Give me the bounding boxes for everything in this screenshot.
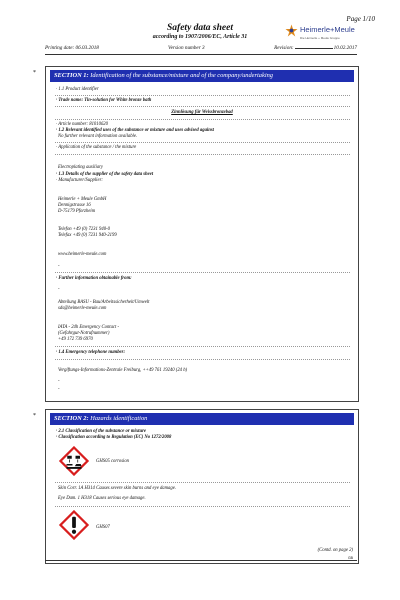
placeholder-dash: - (58, 287, 60, 292)
section-1 (33, 66, 359, 402)
divider (55, 142, 350, 143)
relevant-uses-heading: · 1.2 Relevant identified uses of the substance or mixture and uses advised against (56, 128, 214, 133)
logo-wordmark: Heimerle+Meule (300, 25, 355, 34)
version-number: Version number 3 (168, 45, 205, 51)
hazard-skin-corr: Skin Corr. 1A H314 Causes severe skin burns and eye damage. (58, 486, 176, 491)
poison-center: Vergiftungs-Informations-Zentrale Freiburg, ++49 761 19240 (24 h) (58, 368, 188, 373)
divider (55, 272, 350, 273)
trade-name: · Trade name: Tin-solution for White bronze bath (56, 98, 152, 103)
article-number: · Article number: 81010620 (56, 122, 108, 127)
ghs05-corrosion-icon (59, 446, 89, 476)
company-city: D-75179 Pforzheim (58, 209, 96, 214)
divider (55, 346, 350, 347)
logo-tagline: Die Heimerle + Meule Gruppe (300, 36, 340, 40)
footer-divider (45, 560, 357, 561)
manufacturer-heading: · Manufacturer/Supplier: (56, 178, 103, 183)
placeholder-dash: - (58, 379, 60, 384)
application-heading: · Application of the substance / the mixture (56, 145, 137, 150)
ghs07-exclamation-icon (59, 510, 89, 540)
language-tag: GB (347, 556, 353, 560)
logo-emblem-icon (284, 23, 299, 38)
document-meta-row (45, 45, 357, 54)
company-phone: Telefon +49 (0) 7231 940-0 (58, 227, 110, 232)
placeholder-dash: - (58, 387, 60, 392)
hazmat-hotline-number: +49 172 739 6970 (58, 337, 93, 342)
hazmat-hotline-label: (Gefahrgut-Notrufnummer) (58, 331, 110, 336)
iata-contact: IATA - 24h Emergency Contact - (58, 325, 120, 330)
section-2-header (50, 413, 354, 425)
printing-date: Printing date: 06.03.2018 (45, 45, 99, 51)
document-title: Safety data sheet (167, 23, 233, 33)
company-logo (284, 23, 360, 47)
company-fax: Telefax +49 (0) 7231 940-2199 (58, 233, 117, 238)
company-street: Dennigstrasse 16 (58, 203, 91, 208)
divider (55, 106, 350, 107)
revision-marker: * (33, 413, 36, 419)
section-2-number: SECTION 2: (54, 415, 89, 422)
hazard-eye-dam: Eye Dam. 1 H318 Causes serious eye damage. (58, 496, 146, 501)
placeholder-dash: - (58, 264, 60, 269)
further-info-heading: · Further information obtainable from: (56, 276, 132, 281)
document-subtitle: according to 1907/2006/EC, Article 31 (152, 34, 248, 40)
company-name: Heimerle + Meule GmbH (58, 197, 107, 202)
divider (55, 119, 350, 120)
classification-regulation: · Classification according to Regulation (EC) No 1272/2008 (56, 435, 172, 440)
relevant-uses-text: No further relevant information available. (58, 134, 138, 139)
revision-blank (295, 48, 333, 49)
section-1-number: SECTION 1: (54, 72, 89, 79)
department-email: sds@heimerle-meule.com (58, 306, 107, 311)
divider (55, 482, 350, 483)
section-1-title: Identification of the substance/mixture and of the company/undertaking (90, 72, 273, 79)
divider (55, 95, 350, 96)
supplier-details-heading: · 1.3 Details of the supplier of the safety data sheet (56, 172, 154, 177)
ghs05-label: GHS05 corrosion (96, 459, 130, 464)
emergency-phone-heading: · 1.4 Emergency telephone number: (56, 350, 126, 355)
section-1-header (50, 70, 354, 82)
product-name-german: Zinnlösung für Weissbronzebad (171, 110, 233, 115)
divider (55, 359, 350, 360)
classification-heading: · 2.1 Classification of the substance or mixture (56, 429, 146, 434)
divider (55, 154, 350, 155)
revision-marker: * (33, 70, 36, 76)
revision-label: Revision: (274, 45, 294, 51)
section-2-title: Hazards identification (90, 415, 148, 422)
header-divider (45, 54, 357, 55)
application-text: Electroplating auxiliary (58, 165, 104, 170)
revision-date: 10.02.2017 (333, 45, 357, 51)
page-number: Page 1/10 (346, 15, 375, 23)
department-name: Abteilung BASU - Bau/Arbeitssicherheit/Umwelt (58, 300, 150, 305)
product-identifier-heading: · 1.1 Product identifier (56, 87, 99, 92)
revision-info (274, 45, 357, 51)
section-2 (33, 409, 359, 564)
company-website: www.heimerle-meule.com (58, 252, 107, 257)
continued-note: (Contd. on page 2) (317, 548, 353, 553)
ghs07-label: GHS07 (96, 525, 110, 530)
divider (55, 506, 350, 507)
